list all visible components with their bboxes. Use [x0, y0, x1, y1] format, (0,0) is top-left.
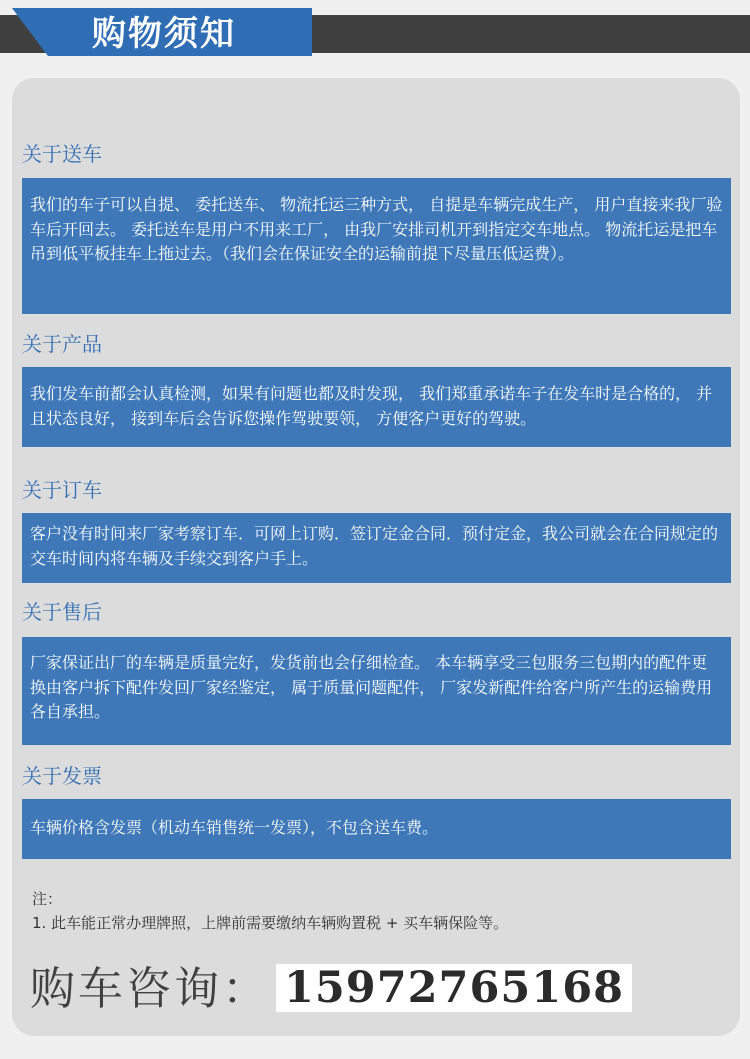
section-box-invoice [22, 799, 731, 859]
section-heading-delivery: 关于送车 [22, 142, 102, 166]
section-box-product [22, 367, 731, 447]
consult-label: 购车咨询： [30, 962, 271, 1015]
section-text-aftersales: 厂家保证出厂的车辆是质量完好，发货前也会仔细检查。 本车辆享受三包服务三包期内的配件更换由客户拆下配件发回厂家经鉴定， 属于质量问题配件， 厂家发新配件给客户所产生的运输费用各自承担。 [30, 653, 713, 721]
page-title: 购物须知 [92, 14, 236, 54]
section-heading-invoice: 关于发票 [22, 764, 102, 788]
section-text-order: 客户没有时间来厂家考察订车．可网上订购．签订定金合同．预付定金，我公司就会在合同规定的交车时间内将车辆及手续交到客户手上。 [30, 524, 719, 568]
section-box-delivery [22, 178, 731, 314]
note [32, 887, 722, 935]
phone-number: 15972765168 [283, 963, 625, 1013]
section-heading-product: 关于产品 [22, 332, 102, 356]
phone-box [276, 964, 632, 1012]
section-box-aftersales [22, 637, 731, 745]
section-box-order [22, 513, 731, 583]
note-line: 1. 此车能正常办理牌照，上牌前需要缴纳车辆购置税 + 买车辆保险等。 [32, 914, 509, 932]
section-text-invoice: 车辆价格含发票（机动车销售统一发票），不包含送车费。 [30, 818, 439, 837]
section-heading-order: 关于订车 [22, 478, 102, 502]
section-text-delivery: 我们的车子可以自提、 委托送车、 物流托运三种方式， 自提是车辆完成生产， 用户直接来我厂验车后开回去。 委托送车是用户不用来工厂， 由我厂安排司机开到指定交车地点。 物流托运是把车吊到低平板挂车上拖过去。（我们会在保证安全的运输前提下尽量压低运费）。 [30, 195, 723, 263]
section-text-product: 我们发车前都会认真检测，如果有问题也都及时发现， 我们郑重承诺车子在发车时是合格的， 并且状态良好， 接到车后会告诉您操作驾驶要领， 方便客户更好的驾驶。 [30, 384, 713, 428]
section-heading-aftersales: 关于售后 [22, 600, 102, 624]
note-label: 注： [32, 890, 63, 908]
